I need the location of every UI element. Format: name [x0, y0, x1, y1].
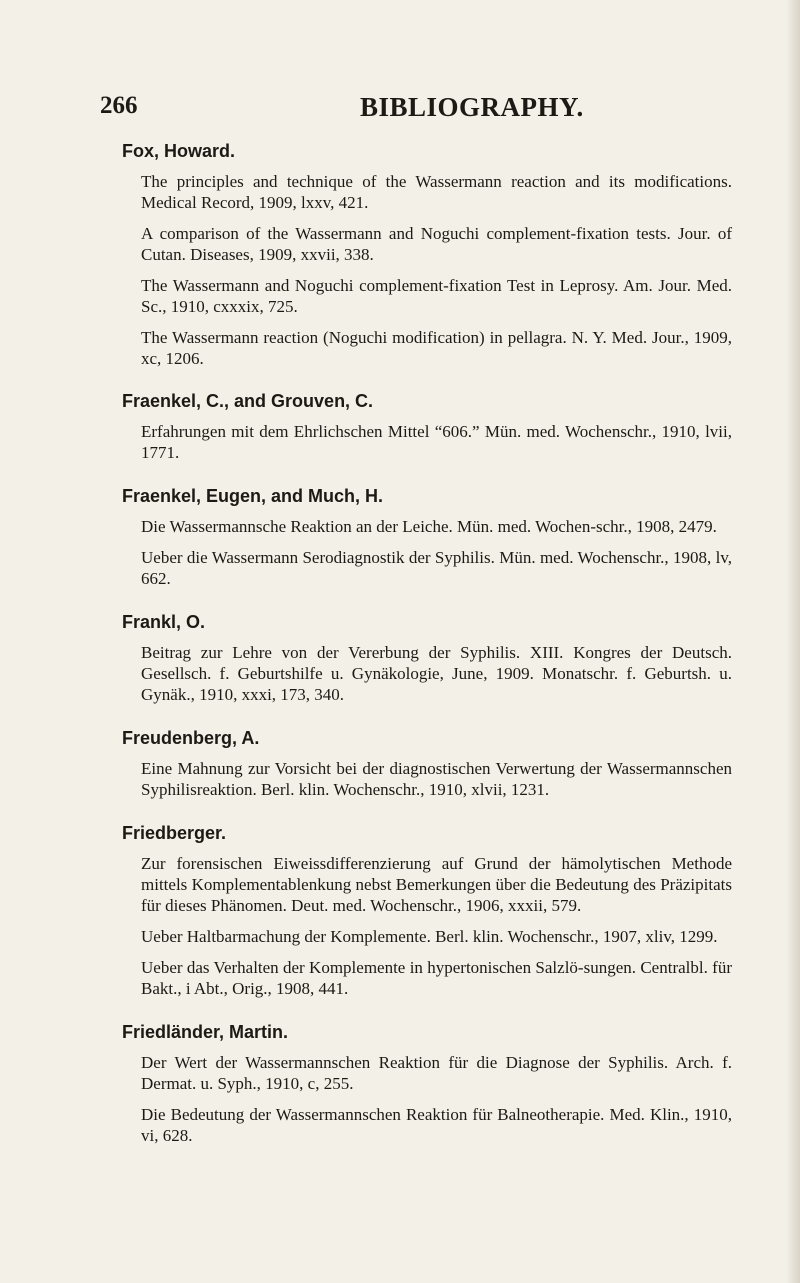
bibliography-entry: Die Bedeutung der Wassermannschen Reaktion für Balneotherapie. Med. Klin., 1910, vi, 628.	[141, 1105, 732, 1145]
page-number: 266	[100, 92, 138, 119]
author-group	[122, 140, 732, 369]
bibliography-entry: Zur forensischen Eiweissdifferenzierung auf Grund der hämolytischen Methode mittels Komplementablenkung nebst Bemerkungen über die Bedeutung des Präzipitats für dieses Phänomen. Deut. med. Wochenschr., 1906, xxxii, 579.	[141, 854, 732, 915]
bibliography-entry: Die Wassermannsche Reaktion an der Leiche. Mün. med. Wochen-schr., 1908, 2479.	[141, 517, 717, 536]
author-heading: Friedländer, Martin.	[122, 1022, 289, 1042]
bibliography-list	[122, 140, 732, 1168]
author-heading: Freudenberg, A.	[122, 728, 260, 748]
author-heading: Fraenkel, C., and Grouven, C.	[122, 391, 374, 411]
author-heading: Frankl, O.	[122, 612, 206, 632]
bibliography-entry: The Wassermann and Noguchi complement-fixation Test in Leprosy. Am. Jour. Med. Sc., 1910, cxxxix, 725.	[141, 276, 732, 316]
author-heading: Fraenkel, Eugen, and Much, H.	[122, 486, 384, 506]
author-group	[122, 727, 732, 800]
bibliography-entry: Beitrag zur Lehre von der Vererbung der Syphilis. XIII. Kongres der Deutsch. Gesellsch. f. Geburtshilfe u. Gynäkologie, June, 1909. Monatschr. f. Geburtsh. u. Gynäk., 1910, xxxi, 173, 340.	[141, 643, 732, 704]
author-group	[122, 611, 732, 705]
page-header	[100, 92, 700, 126]
bibliography-entry: Eine Mahnung zur Vorsicht bei der diagnostischen Verwertung der Wassermannschen Syphilisreaktion. Berl. klin. Wochenschr., 1910, xlvii, 1231.	[141, 759, 732, 799]
author-group	[122, 822, 732, 999]
bibliography-entry: Ueber die Wassermann Serodiagnostik der Syphilis. Mün. med. Wochenschr., 1908, lv, 662.	[141, 548, 732, 588]
bibliography-entry: The Wassermann reaction (Noguchi modification) in pellagra. N. Y. Med. Jour., 1909, xc, 1206.	[141, 328, 732, 368]
bibliography-entry: Ueber das Verhalten der Komplemente in hypertonischen Salzlö-sungen. Centralbl. für Bakt., i Abt., Orig., 1908, 441.	[141, 958, 732, 998]
bibliography-entry: Ueber Haltbarmachung der Komplemente. Berl. klin. Wochenschr., 1907, xliv, 1299.	[141, 927, 718, 946]
bibliography-entry: Der Wert der Wassermannschen Reaktion für die Diagnose der Syphilis. Arch. f. Dermat. u. Syph., 1910, c, 255.	[141, 1053, 732, 1093]
author-group	[122, 485, 732, 589]
bibliography-entry: The principles and technique of the Wassermann reaction and its modifications. Medical Record, 1909, lxxv, 421.	[141, 172, 732, 212]
author-group	[122, 390, 732, 463]
bibliography-entry: Erfahrungen mit dem Ehrlichschen Mittel “606.” Mün. med. Wochenschr., 1910, lvii, 1771.	[141, 422, 732, 462]
author-heading: Fox, Howard.	[122, 141, 236, 161]
author-heading: Friedberger.	[122, 823, 227, 843]
page-edge-shadow	[786, 0, 800, 1283]
running-head: BIBLIOGRAPHY.	[360, 92, 584, 122]
author-group	[122, 1021, 732, 1146]
bibliography-entry: A comparison of the Wassermann and Noguchi complement-fixation tests. Jour. of Cutan. Diseases, 1909, xxvii, 338.	[141, 224, 732, 264]
